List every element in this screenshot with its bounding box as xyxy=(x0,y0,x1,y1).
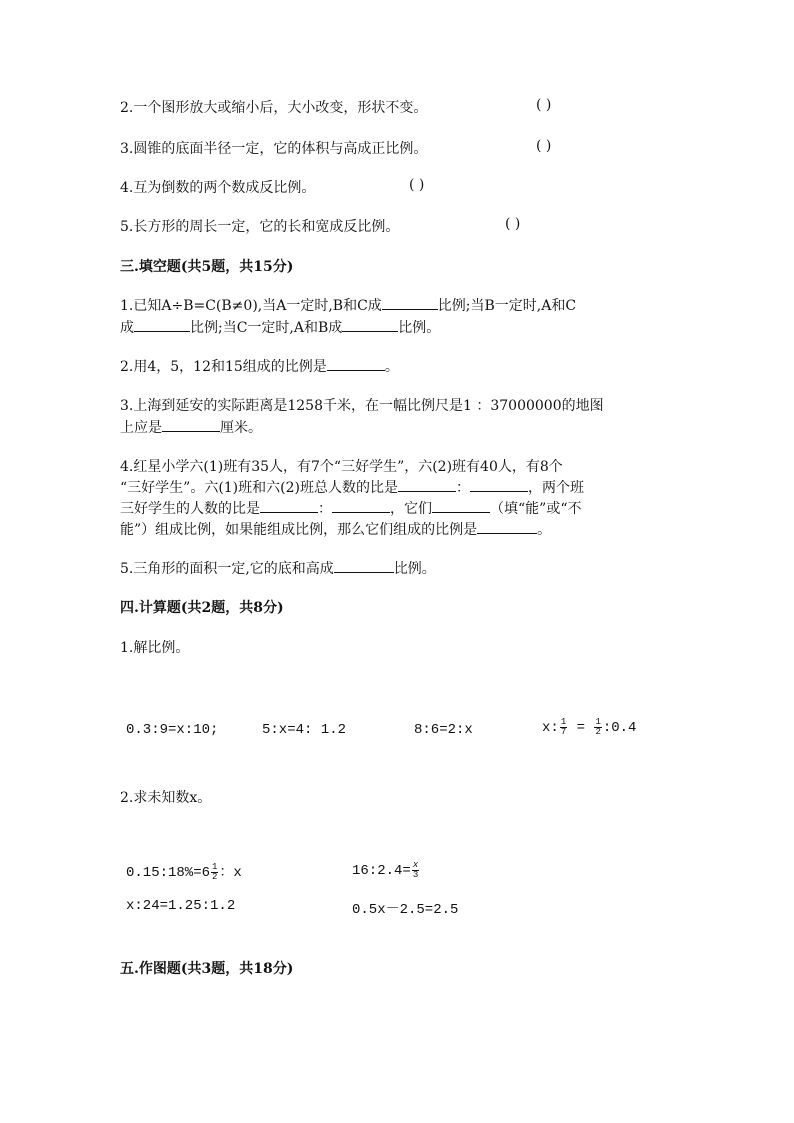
judge-item-3 xyxy=(120,138,427,158)
equation-1: 0.3:9=x:10; xyxy=(126,722,219,738)
answer-paren-2[interactable]: ( ) xyxy=(536,97,552,113)
fill-item-2: 2.用4，5，12和15组成的比例是 。 xyxy=(120,359,399,375)
equation-2: 5:x=4: 1.2 xyxy=(262,722,347,738)
fill-item-3-line-1: 3.上海到延安的实际距离是1258千米，在一幅比例尺是1 ：37000000的地图 xyxy=(120,398,604,414)
equation-6: 16:2.4= $\frac{x}{3}$ xyxy=(352,860,419,880)
fill-item-4-line-3: 三好学生的人数的比是 ： ，它们 （填“能”或“不 xyxy=(120,501,582,517)
fill-item-5: 5.三角形的面积一定,它的底和高成 比例。 xyxy=(120,561,436,577)
section-heading-fill: 三.填空题(共5题，共15分) xyxy=(120,259,294,275)
judge-item-2-text: 2.一个图形放大或缩小后，大小改变，形状不变。 xyxy=(120,100,428,116)
answer-paren-3[interactable]: ( ) xyxy=(536,138,552,154)
fill-item-1-line-1: 1.已知A÷B=C(B≠0),当A一定时,B和C成 比例;当B一定时,A和C xyxy=(120,298,577,314)
judge-item-2 xyxy=(120,97,427,117)
calc-item-2-title: 2.求未知数x。 xyxy=(120,790,212,806)
fraction: $\frac{x}{3}$ xyxy=(412,860,419,880)
fill-item-4-line-1: 4.红星小学六(1)班有35人，有7个“三好学生”，六(2)班有40人，有8个 xyxy=(120,459,563,475)
fraction: $\frac{1}{2}$ xyxy=(212,861,218,882)
equation-8: 0.5x－2.5=2.5 xyxy=(352,902,459,918)
fill-item-4-line-2: “三好学生”。六(1)班和六(2)班总人数的比是 ： ，两个班 xyxy=(120,480,584,496)
fraction: $\frac{1}{2}$ xyxy=(595,717,601,737)
judge-item-5-text: 5.长方形的周长一定，它的长和宽成反比例。 xyxy=(120,219,400,235)
fill-blank[interactable] xyxy=(260,500,318,513)
judge-item-5 xyxy=(120,216,399,236)
fill-blank[interactable] xyxy=(162,419,220,432)
section-heading-calc: 四.计算题(共2题，共8分) xyxy=(120,600,284,616)
section-heading-draw: 五.作图题(共3题，共18分) xyxy=(120,961,294,977)
fill-blank[interactable] xyxy=(334,560,394,573)
equation-7: x:24=1.25:1.2 xyxy=(126,898,236,914)
fill-blank[interactable] xyxy=(134,319,190,332)
fill-blank[interactable] xyxy=(342,319,398,332)
calc-item-1-title: 1.解比例。 xyxy=(120,640,190,656)
judge-item-4-text: 4.互为倒数的两个数成反比例。 xyxy=(120,180,316,196)
fill-blank[interactable] xyxy=(477,521,537,534)
fill-blank[interactable] xyxy=(332,500,390,513)
fill-blank[interactable] xyxy=(470,479,528,492)
fill-item-3-line-2: 上应是 厘米。 xyxy=(120,420,262,436)
fraction: $\frac{1}{7}$ xyxy=(560,717,567,737)
judge-item-3-text: 3.圆锥的底面半径一定，它的体积与高成正比例。 xyxy=(120,141,428,157)
answer-paren-4[interactable]: ( ) xyxy=(409,177,425,193)
fill-blank[interactable] xyxy=(398,479,456,492)
equation-3: 8:6=2:x xyxy=(414,722,473,738)
fill-blank[interactable] xyxy=(327,358,385,371)
judge-item-4 xyxy=(120,177,315,197)
fill-item-1-line-2: 成 比例;当C一定时,A和B成 比例。 xyxy=(120,320,441,336)
equation-4: x: $\frac{1}{7}$ = $\frac{1}{2}$ :0.4 xyxy=(542,717,637,737)
answer-paren-5[interactable]: ( ) xyxy=(505,216,521,232)
fill-blank[interactable] xyxy=(382,297,438,310)
equation-5: 0.15:18%=6 $\frac{1}{2}$ ：x xyxy=(126,861,242,882)
fill-item-4-line-4: 能”）组成比例，如果能组成比例，那么它们组成的比例是 。 xyxy=(120,522,552,538)
fill-blank[interactable] xyxy=(432,500,490,513)
